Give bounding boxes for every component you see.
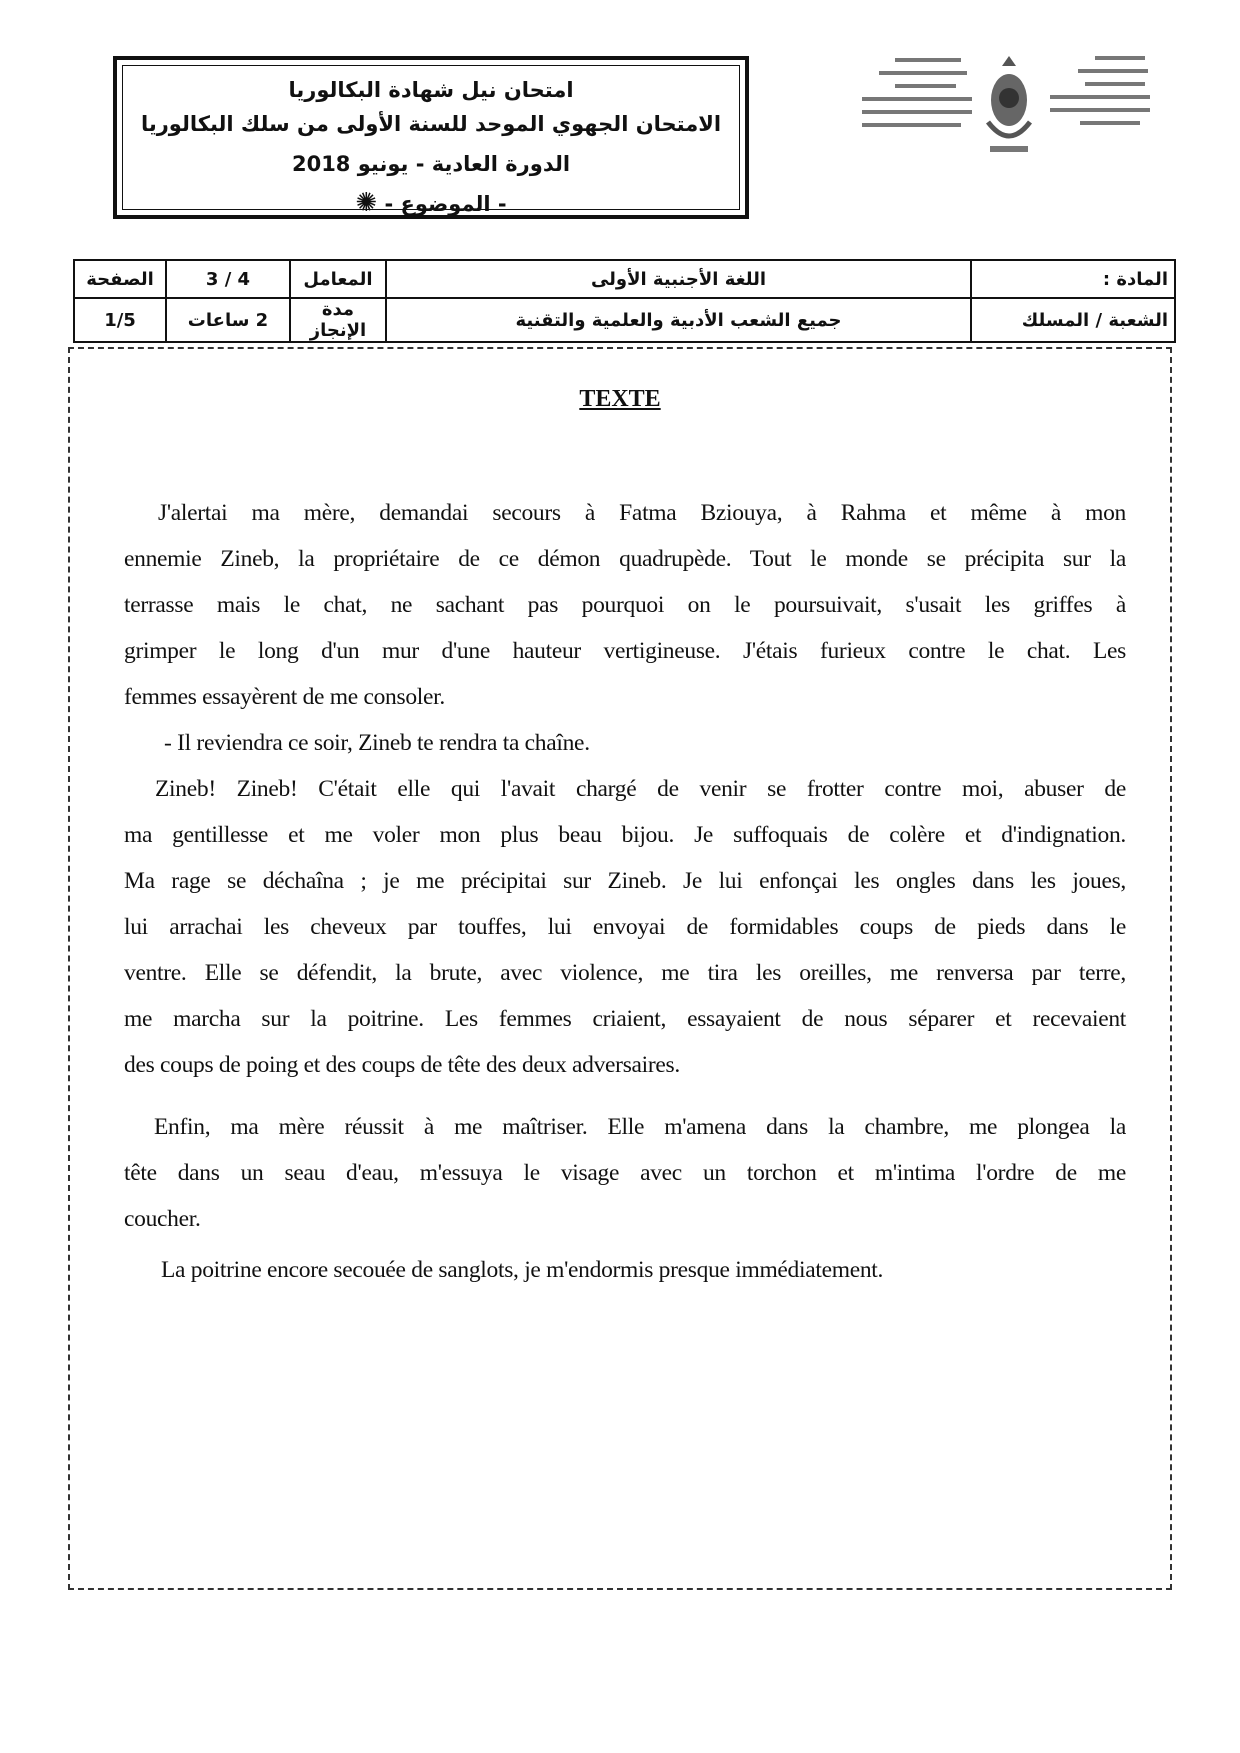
ministry-name-arabic [1050, 56, 1150, 134]
exam-title: امتحان نيل شهادة البكالوريا [288, 78, 574, 102]
branch-label: الشعبة / المسلك [971, 298, 1175, 342]
subject-label: المادة : [971, 260, 1175, 298]
text-line: Ma rage se déchaîna ; je me précipitai sur Zineb. Je lui enfonçai les ongles dans les joues, [124, 868, 1126, 894]
text-line: La poitrine encore secouée de sanglots, je m'endormis presque immédiatement. [161, 1257, 884, 1283]
text-line: me marcha sur la poitrine. Les femmes criaient, essayaient de nous séparer et recevaient [124, 1006, 1126, 1032]
text-line: tête dans un seau d'eau, m'essuya le visage avec un torchon et m'intima l'ordre de me [124, 1160, 1126, 1186]
coefficient-label: المعامل [290, 260, 386, 298]
text-line: grimper le long d'un mur d'une hauteur vertigineuse. J'étais furieux contre le chat. Les [124, 638, 1126, 664]
text-line: Enfin, ma mère réussit à me maîtriser. Elle m'amena dans la chambre, me plongea la [154, 1114, 1126, 1140]
text-line: ventre. Elle se défendit, la brute, avec violence, me tira les oreilles, me renversa par terre, [124, 960, 1126, 986]
subject-heading: - الموضوع - [384, 192, 507, 216]
page-number: 1/5 [74, 298, 166, 342]
ministry-name-latin [862, 58, 972, 136]
text-line: J'alertai ma mère, demandai secours à Fatma Bziouya, à Rahma et même à mon [158, 500, 1126, 526]
text-title: TEXTE [579, 386, 661, 412]
text-line: femmes essayèrent de me consoler. [124, 684, 445, 710]
exam-header-box [113, 56, 749, 219]
sun-icon: ✺ [355, 188, 378, 218]
exam-info-table [73, 259, 1176, 343]
exam-session: الدورة العادية - يونيو 2018 [291, 152, 571, 176]
text-line: - Il reviendra ce soir, Zineb te rendra ta chaîne. [164, 730, 590, 756]
subject-value: اللغة الأجنبية الأولى [386, 260, 971, 298]
exam-subtitle: الامتحان الجهوي الموحد للسنة الأولى من سلك البكالوريا [140, 112, 722, 136]
text-line: lui arrachai les cheveux par touffes, lui envoyai de formidables coups de pieds dans le [124, 914, 1126, 940]
page-label: الصفحة [74, 260, 166, 298]
kingdom-emblem-icon [982, 52, 1036, 164]
text-line: des coups de poing et des coups de tête des deux adversaires. [124, 1052, 680, 1078]
text-line: ma gentillesse et me voler mon plus beau bijou. Je suffoquais de colère et d'indignation. [124, 822, 1126, 848]
duration-label: مدة الإنجاز [290, 298, 386, 342]
branch-value: جميع الشعب الأدبية والعلمية والتقنية [386, 298, 971, 342]
duration-value: 2 ساعات [166, 298, 290, 342]
text-line: coucher. [124, 1206, 201, 1232]
text-line: ennemie Zineb, la propriétaire de ce démon quadrupède. Tout le monde se précipita sur la [124, 546, 1126, 572]
text-line: Zineb! Zineb! C'était elle qui l'avait chargé de venir se frotter contre moi, abuser de [155, 776, 1126, 802]
text-line: terrasse mais le chat, ne sachant pas pourquoi on le poursuivait, s'usait les griffes à [124, 592, 1126, 618]
exam-subject-label [123, 188, 739, 218]
coefficient-value: 4 / 3 [166, 260, 290, 298]
